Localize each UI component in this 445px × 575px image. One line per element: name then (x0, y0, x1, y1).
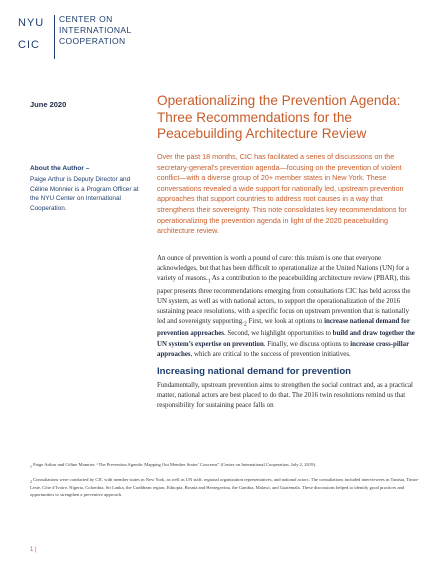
logo-divider (54, 15, 55, 59)
footnote-1 (30, 462, 420, 470)
intro-text-1: An ounce of prevention is worth a pound of cure: this truism is one that everyone acknowledges, but that has been difficult to operationalize at the United Nations (UN) for a variety of reasons. (157, 255, 409, 283)
lede-paragraph: Over the past 18 months, CIC has facilitated a series of discussions on the secretary-general’s prevention agenda—focusing on the prevention of violent conflict—with a diverse group of 20+ member states in New York. These conversations revealed a wide support for nationally led, upstream prevention approaches that support countries to address root causes in a way that strengthens their sovereignty. This note consolidates key recommendations for operationalizing the prevention agenda in light of the 2020 peacebuilding architecture review. (157, 152, 407, 236)
recommendation-2: build and draw together the UN system’s expertise on prevention (157, 330, 415, 348)
document-title: Operationalizing the Prevention Agenda: Three Recommendations for the Peacebuilding Architecture Review (157, 93, 401, 141)
page-number: 1 | (30, 547, 37, 553)
author-description: Paige Arthur is Deputy Director and Céline Monnier is a Program Officer at the NYU Center on International Cooperation. (30, 176, 139, 212)
footnote-2-mark: 2 (30, 479, 32, 484)
intro-text-3: First, we look at options to (246, 317, 325, 325)
footnote-2 (30, 477, 420, 498)
intro-text-5: . Finally, we discuss options to (263, 340, 351, 348)
logo-nyu: NYU (18, 17, 45, 29)
footnote-2-text: Consultations were conducted by CIC with member states in New York, as well as UN staff, regional organization representatives, and national actors. The consultations included interviewees in Tunisia, Timor-Leste, Côte d’Ivoire, Nigeria, Colombia, Sri Lanka, the Caribbean region, Ethiopia, Bosnia and Herzegovina, the Gambia, Malawi, and Guatemala. These discussions helped to identify good practices and opportunities to strengthen a preventive approach. (30, 477, 420, 497)
logo-line-2: INTERNATIONAL (59, 25, 132, 35)
logo-cic: CIC (18, 39, 40, 51)
footnote-1-mark: 1 (30, 464, 32, 469)
intro-paragraph (157, 254, 419, 360)
logo-line-3: COOPERATION (59, 36, 126, 46)
intro-text-2: As a contribution to the peacebuilding architecture review (PBAR), this paper presents three recommendations emerging from consultations CIC has held across the UN system, as well as with national actors, to support the operationalization of the 2016 sustaining peace resolutions, with a specific focus on upstream prevention that is nationally led and sovereignty supporting. (157, 275, 411, 325)
section-paragraph: Fundamentally, upstream prevention aims to strengthen the social contract and, as a practical matter, national actors are best placed to do that. The 2016 twin resolutions remind us that responsibility for sustaining peace falls on (157, 382, 413, 410)
footnote-ref-2[interactable]: 2 (243, 321, 247, 328)
publication-date: June 2020 (30, 100, 67, 109)
footnote-ref-1[interactable]: 1 (207, 278, 211, 285)
logo-monogram (18, 14, 48, 58)
logo-line-1: CENTER ON (59, 14, 113, 24)
nyu-cic-logo (18, 14, 138, 58)
author-heading: About the Author – (30, 165, 90, 172)
footnote-1-text: Paige Arthur and Céline Monnier, “The Prevention Agenda: Mapping Out Member States’ Concerns” (Center on International Cooperation, July 2, 2019). (31, 462, 317, 467)
intro-text-4: . Second, we highlight opportunities to (223, 330, 333, 338)
logo-wordmark (59, 14, 132, 47)
intro-text-6: , which are critical to the success of prevention initiatives. (190, 350, 351, 358)
recommendation-3: increase cross-pillar approaches (157, 340, 410, 358)
section-heading: Increasing national demand for prevention (157, 366, 352, 377)
recommendation-1: increase national demand for prevention approaches (157, 317, 410, 338)
